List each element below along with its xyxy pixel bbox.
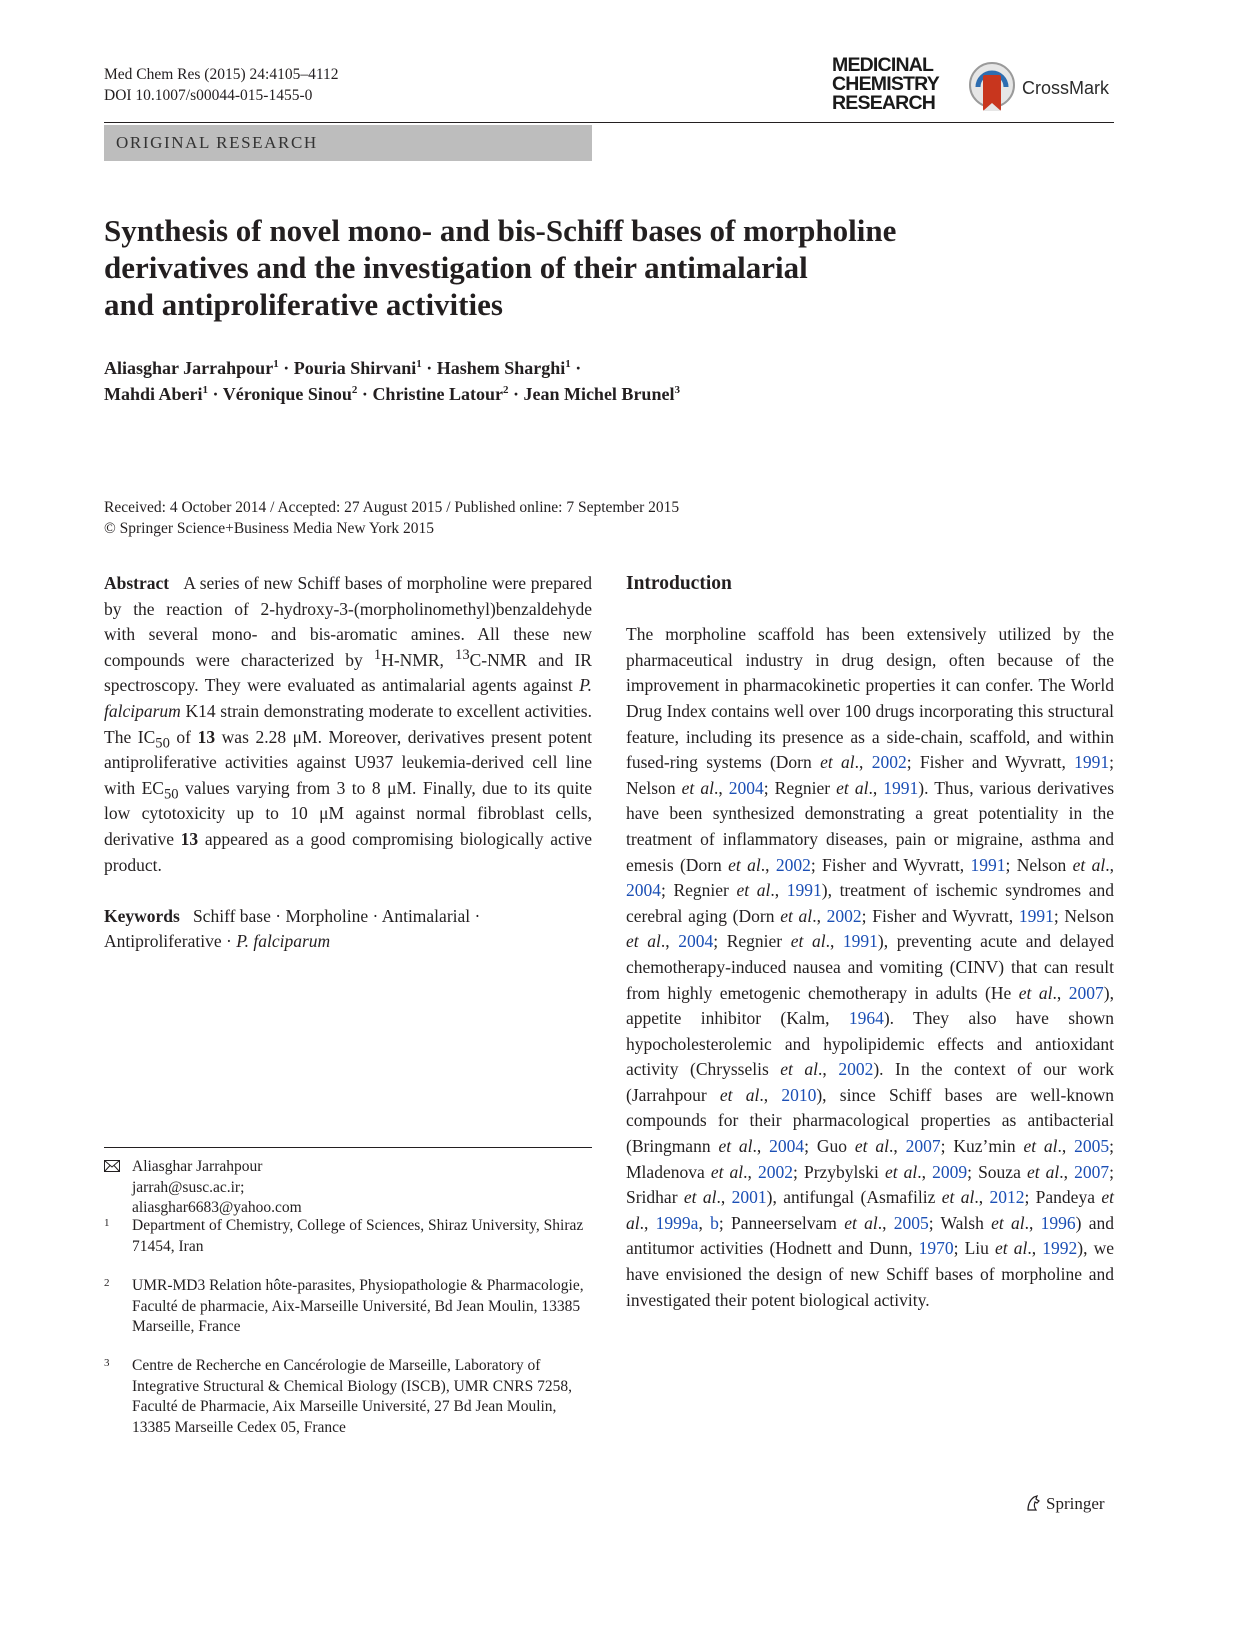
- intro-text: ; Pandeya: [1024, 1187, 1102, 1208]
- intro-text: ) and antitumor activities (Hodnett and Dunn,: [626, 1212, 1115, 1259]
- publisher-name: Springer: [1046, 1494, 1105, 1513]
- citation-link[interactable]: 2005: [893, 1212, 929, 1233]
- intro-text: ; Nelson: [626, 752, 1115, 798]
- intro-text: ; Walsh: [928, 1212, 992, 1233]
- author-aff: 2: [351, 384, 358, 396]
- et-al-text: et al: [681, 777, 714, 798]
- intro-text: .,: [716, 1187, 732, 1208]
- intro-text: ; Fisher and Wyvratt,: [810, 854, 971, 875]
- citation-link[interactable]: 1991: [1018, 905, 1054, 926]
- intro-text: .,: [1057, 1136, 1075, 1157]
- abstract-text: appeared as a good compromising biologically active product.: [104, 828, 593, 875]
- et-al-text: et al: [820, 752, 855, 773]
- et-al-text: et al: [780, 905, 813, 926]
- et-al-text: et al: [728, 854, 761, 875]
- abstract-text: was 2.28 μM. Moreover, derivatives present potent antiproliferative activities against U937 leukemia-derived cell line with EC: [104, 726, 592, 798]
- citation-link[interactable]: 2002: [758, 1161, 794, 1182]
- intro-text: ; Fisher and Wyvratt,: [861, 905, 1019, 926]
- isotope-sup: 13: [455, 646, 470, 663]
- et-al-text: et al: [790, 931, 826, 952]
- affiliation: [104, 1216, 592, 1257]
- introduction-body: [626, 622, 1114, 1313]
- author-aff: 1: [565, 358, 571, 370]
- citation-link[interactable]: b: [710, 1212, 719, 1233]
- intro-text: ). In the context of our work (Jarrahpour: [626, 1059, 1114, 1105]
- intro-text: ; Kuz’min: [940, 1136, 1024, 1157]
- et-al-text: et al: [991, 1212, 1025, 1233]
- citation-link[interactable]: 1996: [1040, 1212, 1076, 1233]
- et-al-text: et al: [995, 1238, 1028, 1259]
- intro-text: The morpholine scaffold has been extensively utilized by the pharmaceutical industry in drug design, often because of the improvement in pharmacokinetic properties it can confer. The World Drug Index contains well over 100 drugs incorporating this structural feature, including its presence as a side-chain, scaffold, and within fused-ring systems (Dorn: [626, 624, 1114, 773]
- abstract-text: values varying from 3 to 8 μM. Finally, due to its quite low cytotoxicity up to 10 μM against normal fibroblast cells, derivative: [104, 777, 592, 849]
- crossmark-icon[interactable]: [968, 59, 1016, 117]
- citation-link[interactable]: 2007: [905, 1136, 941, 1157]
- compound-number: 13: [197, 726, 216, 747]
- footnote-divider: [104, 1147, 592, 1148]
- intro-text: .,: [889, 1136, 906, 1157]
- author-line: Aliasghar Jarrahpour$^1$ · Pouria Shirvani$^1$ · Hashem Sharghi$^1$ ·: [104, 358, 582, 378]
- left-column: [104, 571, 592, 955]
- subscript: 50: [163, 786, 179, 803]
- author-list: [104, 355, 1004, 407]
- citation-link[interactable]: 2007: [1068, 982, 1104, 1003]
- intro-text: .,: [877, 1212, 894, 1233]
- affiliation-text: Centre de Recherche en Cancérologie de Marseille, Laboratory of Integrative Structural & Chemical Biology (ISCB), UMR CNRS 7258, Faculté de Pharmacie, Aix Marseille Université, 27 Bd Jean Moulin, 13385 Marseille Cedex 05, France: [132, 1357, 572, 1436]
- intro-text: ). They also have shown hypocholesterolemic and hypolipidemic effects and antioxidant activity (Chrysselis: [626, 1008, 1114, 1080]
- citation-link[interactable]: 1964: [848, 1008, 884, 1029]
- intro-text: ; Regnier: [661, 880, 737, 901]
- corresponding-author: [104, 1157, 592, 1219]
- affiliation: [104, 1276, 592, 1338]
- intro-text: ; Guo: [804, 1136, 855, 1157]
- logo-line: CHEMISTRY: [832, 73, 939, 95]
- section-heading: Introduction: [626, 573, 732, 594]
- intro-text: ), antifungal (Asmafiliz: [766, 1187, 942, 1208]
- author-aff: 1: [202, 384, 209, 396]
- intro-text: ; Regnier: [763, 777, 837, 798]
- history-dates: Received: 4 October 2014 / Accepted: 27 August 2015 / Published online: 7 September 2015: [104, 499, 680, 516]
- intro-text: .,: [1052, 982, 1069, 1003]
- intro-text: ), treatment of ischemic syndromes and cerebral aging (Dorn: [626, 880, 1115, 926]
- isotope-sup: 1: [373, 646, 382, 663]
- intro-text: ; Nelson: [1053, 905, 1114, 926]
- abstract-text: K14 strain demonstrating moderate to excellent activities. The IC: [104, 700, 592, 747]
- et-al-text: et al: [844, 1212, 878, 1233]
- citation-link[interactable]: 2010: [781, 1084, 817, 1105]
- intro-text: .,: [825, 931, 843, 952]
- species-name: P. falciparum: [104, 675, 592, 721]
- intro-text: .,: [1059, 1161, 1075, 1182]
- intro-text: ), since Schiff bases are well-known compounds for their pharmacological properties as antibacterial (Bringmann: [626, 1084, 1114, 1157]
- header-divider: [104, 122, 1114, 123]
- et-al-text: et al: [884, 1161, 918, 1182]
- keywords: [104, 904, 592, 955]
- et-al-text: et al: [941, 1187, 975, 1208]
- logo-line: RESEARCH: [832, 92, 936, 114]
- author-line: Mahdi Aberi$^1$ · Véronique Sinou$^2$ · Christine Latour$^2$ · Jean Michel Brunel$^3$: [104, 384, 680, 404]
- intro-text: .,: [713, 777, 729, 798]
- intro-text: ; Liu: [953, 1238, 996, 1259]
- intro-text: .,: [660, 931, 679, 952]
- author-aff: 1: [273, 358, 279, 370]
- affiliation: [104, 1356, 592, 1438]
- et-al-text: et al: [683, 1187, 717, 1208]
- affiliation-text: UMR-MD3 Relation hôte-parasites, Physiopathologie & Pharmacologie, Faculté de pharmacie, Aix-Marseille Université, Bd Jean Moulin, 13385 Marseille, France: [132, 1277, 584, 1335]
- intro-text: .,: [868, 777, 884, 798]
- et-al-text: et al: [718, 1136, 753, 1157]
- intro-text: .,: [752, 1136, 770, 1157]
- citation-link[interactable]: 2002: [838, 1059, 874, 1080]
- et-al-text: et al: [626, 1187, 1114, 1233]
- subscript: 50: [155, 735, 170, 752]
- publisher-logo: [1024, 1494, 1105, 1514]
- intro-text: .,: [812, 905, 827, 926]
- abstract-text: C-NMR and IR spectroscopy. They were evaluated as antimalarial agents against: [104, 649, 592, 696]
- author-name[interactable]: Aliasghar Jarrahpour: [104, 358, 274, 378]
- title-line: Synthesis of novel mono- and bis-Schiff bases of morpholine: [104, 213, 897, 248]
- journal-logo: [832, 56, 960, 113]
- journal-info: [104, 64, 339, 106]
- citation-link[interactable]: 2001: [731, 1187, 767, 1208]
- et-al-text: et al: [1072, 854, 1106, 875]
- article-title: [104, 212, 1004, 323]
- et-al-text: et al: [626, 931, 661, 952]
- envelope-icon: [104, 1160, 120, 1172]
- intro-text: .,: [743, 1161, 759, 1182]
- intro-text: .,: [760, 854, 776, 875]
- abstract-text: A series of new Schiff bases of morpholine were prepared by the reaction of 2-hydroxy-3-(morpholinomethyl)benzaldehyde with several mono- and bis-aromatic amines. All these new compounds were characterized by: [104, 573, 592, 670]
- doi[interactable]: DOI 10.1007/s00044-015-1455-0: [104, 87, 313, 104]
- intro-text: ; Nelson: [1005, 854, 1073, 875]
- author-name[interactable]: Véronique Sinou: [222, 384, 352, 404]
- affiliation-number: 3: [104, 1357, 110, 1369]
- title-line: derivatives and the investigation of their antimalarial: [104, 250, 808, 285]
- intro-text: ), we have envisioned the design of new Schiff bases of morpholine and investigated their potent biological activity.: [626, 1238, 1115, 1310]
- intro-text: ; Regnier: [713, 931, 791, 952]
- intro-text: ), preventing acute and delayed chemotherapy-induced nausea and vomiting (CINV) that can result from highly emetogenic chemotherapy in adults (He: [626, 931, 1114, 1003]
- author-aff: 1: [416, 358, 422, 370]
- citation-link[interactable]: 1991: [883, 777, 919, 798]
- author-name[interactable]: Hashem Sharghi: [436, 358, 566, 378]
- springer-horse-icon: [1024, 1494, 1042, 1512]
- abstract: [104, 571, 592, 878]
- et-al-text: et al: [836, 777, 869, 798]
- et-al-text: et al: [1018, 982, 1053, 1003]
- intro-text: .,: [1027, 1238, 1043, 1259]
- et-al-text: et al: [780, 1059, 819, 1080]
- title-line: and antiproliferative activities: [104, 287, 503, 322]
- citation-link[interactable]: 2004: [626, 880, 661, 901]
- citation-link[interactable]: 2002: [826, 905, 862, 926]
- affiliation-text: Department of Chemistry, College of Sciences, Shiraz University, Shiraz 71454, Iran: [132, 1217, 584, 1255]
- correspondent-name: Aliasghar Jarrahpour: [132, 1158, 263, 1175]
- author-aff: 3: [674, 384, 680, 396]
- citation-link[interactable]: 1970: [918, 1238, 954, 1259]
- intro-text: .,: [770, 880, 787, 901]
- intro-text: ), appetite inhibitor (Kalm,: [626, 982, 1114, 1029]
- abstract-text: H-NMR,: [381, 649, 456, 670]
- compound-number: 13: [180, 828, 199, 849]
- intro-text: .,: [917, 1161, 933, 1182]
- citation-link[interactable]: 2012: [989, 1187, 1025, 1208]
- abstract-text: of: [169, 726, 198, 747]
- keywords-label: Keywords: [104, 905, 180, 926]
- affiliation-number: 2: [104, 1277, 110, 1289]
- journal-citation: Med Chem Res (2015) 24:4105–4112: [104, 66, 339, 83]
- intro-text: .,: [1024, 1212, 1041, 1233]
- citation-link[interactable]: 2004: [678, 931, 714, 952]
- affiliation-number: 1: [104, 1217, 110, 1229]
- intro-text: .,: [759, 1084, 782, 1105]
- citation-link[interactable]: 2004: [728, 777, 764, 798]
- author-name[interactable]: Jean Michel Brunel: [523, 384, 675, 404]
- email-link[interactable]: jarrah@susc.ac.ir;: [132, 1178, 245, 1196]
- et-al-text: et al: [854, 1136, 890, 1157]
- citation-link[interactable]: 2004: [769, 1136, 805, 1157]
- intro-text: ; Souza: [967, 1161, 1027, 1182]
- author-aff: 2: [502, 384, 509, 396]
- copyright: © Springer Science+Business Media New York 2015: [104, 520, 435, 537]
- citation-link[interactable]: 1991: [1074, 752, 1110, 773]
- intro-text: ; Fisher and Wyvratt,: [906, 752, 1075, 773]
- intro-text: ). Thus, various derivatives have been synthesized demonstrating a great potentiality in the treatment of inflammatory diseases, pain or migraine, asthma and emesis (Dorn: [626, 777, 1115, 875]
- intro-text: .,: [1105, 854, 1114, 875]
- intro-text: ; Przybylski: [793, 1161, 885, 1182]
- keyword-species: P. falciparum: [236, 931, 331, 952]
- citation-link[interactable]: 1992: [1042, 1238, 1078, 1259]
- citation-link[interactable]: 2002: [871, 752, 907, 773]
- intro-text: ; Sridhar: [626, 1161, 1115, 1208]
- intro-text: ; Panneerselvam: [718, 1212, 845, 1233]
- et-al-text: et al: [710, 1161, 744, 1182]
- citation-link[interactable]: 2005: [1074, 1136, 1110, 1157]
- intro-text: .,: [974, 1187, 990, 1208]
- intro-text: ,: [698, 1212, 711, 1233]
- author-name[interactable]: Pouria Shirvani: [293, 358, 417, 378]
- publication-dates: [104, 497, 1004, 539]
- et-al-text: et al: [1026, 1161, 1060, 1182]
- email-link[interactable]: aliasghar6683@yahoo.com: [132, 1199, 302, 1216]
- citation-link[interactable]: 2007: [1074, 1161, 1110, 1182]
- intro-text: ; Mladenova: [626, 1136, 1115, 1182]
- citation-link[interactable]: 1999a: [655, 1212, 699, 1233]
- citation-link[interactable]: 2009: [932, 1161, 968, 1182]
- abstract-label: Abstract: [104, 573, 170, 593]
- section-label: ORIGINAL RESEARCH: [104, 125, 592, 161]
- citation-link[interactable]: 1991: [786, 880, 822, 901]
- author-name[interactable]: Mahdi Aberi: [104, 384, 203, 404]
- et-al-text: et al: [719, 1084, 760, 1105]
- citation-link[interactable]: 1991: [970, 854, 1006, 875]
- intro-text: .,: [639, 1212, 656, 1233]
- crossmark-label[interactable]: CrossMark: [1022, 78, 1110, 98]
- citation-link[interactable]: 1991: [842, 931, 878, 952]
- right-column: [626, 571, 1114, 1313]
- et-al-text: et al: [736, 880, 771, 901]
- keywords-text: Schiff base · Morpholine · Antimalarial · Antiproliferative ·: [104, 905, 481, 952]
- citation-link[interactable]: 2002: [775, 854, 811, 875]
- intro-text: .,: [818, 1059, 839, 1080]
- intro-text: .,: [854, 752, 872, 773]
- et-al-text: et al: [1023, 1136, 1058, 1157]
- logo-line: MEDICINAL: [832, 54, 934, 76]
- author-name[interactable]: Christine Latour: [372, 384, 503, 404]
